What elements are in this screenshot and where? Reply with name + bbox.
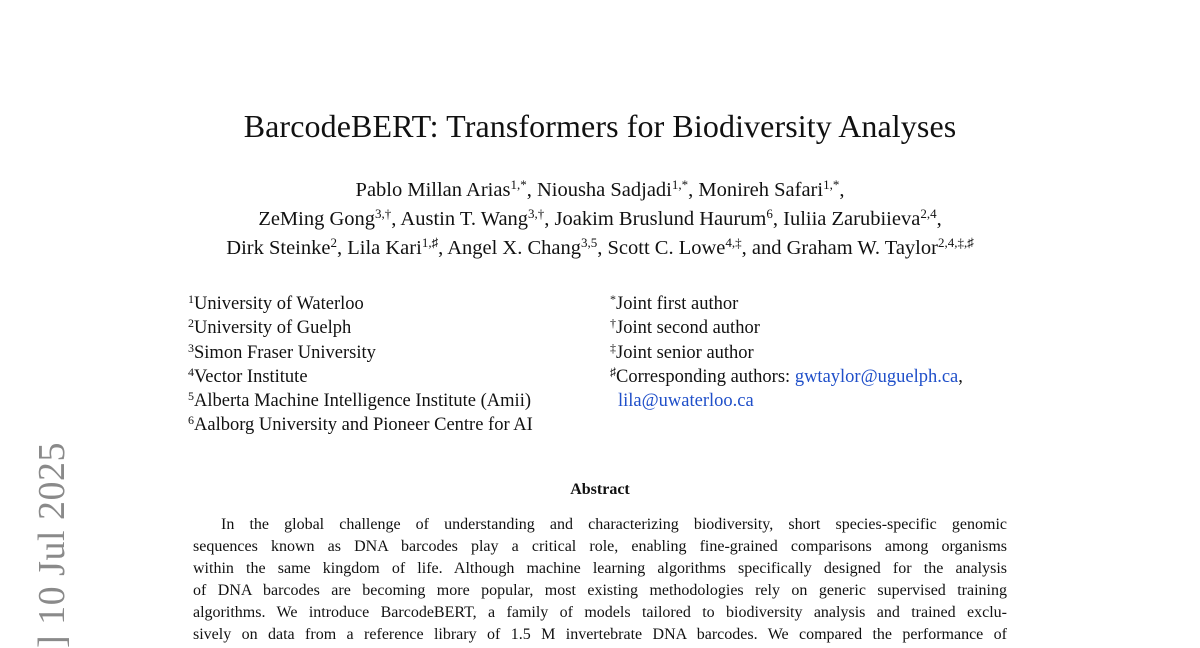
separator: , [839, 179, 845, 201]
affiliation-name: Vector Institute [194, 366, 308, 387]
author-sup: 3,† [375, 206, 392, 221]
separator: , [544, 208, 555, 230]
affiliation-name: Aalborg University and Pioneer Centre for AI [194, 415, 533, 436]
author-name: Monireh Safari [698, 179, 824, 201]
author-name: Pablo Millan Arias [355, 179, 511, 201]
affiliation-number: 4 [188, 364, 194, 379]
note-corresponding-cont [610, 389, 963, 413]
author-name: Joakim Bruslund Haurum [554, 208, 767, 230]
author-name: ZeMing Gong [258, 208, 376, 230]
note-joint-second [610, 316, 963, 340]
paper-title: BarcodeBERT: Transformers for Biodiversity Analyses [243, 108, 957, 144]
email-link-lila[interactable]: lila@uwaterloo.ca [618, 391, 754, 412]
note-mark: † [610, 316, 616, 331]
separator: , and [741, 237, 787, 259]
affiliation-item [188, 341, 533, 365]
abstract-line: sequences known as DNA barcodes play a critical role, enabling fine-grained comparisons among organisms [193, 538, 1007, 555]
affiliation-item [188, 316, 533, 340]
abstract-line: within the same kingdom of life. Although machine learning algorithms specifically designed for the analysis [193, 560, 1007, 577]
separator: , [438, 237, 448, 259]
author-sup: 1,* [510, 177, 527, 192]
affiliation-name: University of Guelph [194, 318, 352, 339]
affiliation-number: 3 [188, 340, 194, 355]
note-text: Joint senior author [616, 342, 754, 363]
author-sup: 3,5 [581, 235, 598, 250]
author-sup: 1,♯ [421, 235, 439, 250]
note-mark: ♯ [610, 364, 616, 379]
arxiv-side-stamp: ] 10 Jul 2025 [31, 442, 73, 648]
separator: , [936, 208, 942, 230]
separator: , [958, 366, 963, 387]
abstract-line: In the global challenge of understanding and characterizing biodiversity, short species-specific genomic [221, 516, 1007, 533]
affiliation-item [188, 365, 533, 389]
author-sup: 3,† [528, 206, 545, 221]
separator: , [391, 208, 401, 230]
author-sup: 6 [766, 206, 773, 221]
abstract-line: of DNA barcodes are becoming more popular, most existing methodologies rely on generic supervised training [193, 582, 1007, 599]
affiliation-list [188, 292, 533, 438]
affiliation-number: 6 [188, 413, 194, 428]
separator: , [336, 237, 348, 259]
affiliation-name: Simon Fraser University [194, 342, 376, 363]
note-text: Corresponding authors: [616, 366, 795, 387]
note-text: Joint first author [616, 294, 739, 314]
author-sup: 2,4,‡,♯ [937, 235, 974, 250]
author-name: Austin T. Wang [400, 208, 529, 230]
separator: , [597, 237, 608, 259]
author-name: Graham W. Taylor [786, 237, 938, 259]
affiliation-item [188, 292, 533, 316]
author-sup: 2,4 [920, 206, 937, 221]
author-name: Iuliia Zarubiieva [783, 208, 921, 230]
note-joint-first [610, 292, 963, 316]
affiliation-item [188, 389, 533, 413]
author-list [0, 176, 1200, 263]
author-name: Scott C. Lowe [607, 237, 726, 259]
abstract-line: sively on data from a reference library of 1.5 M invertebrate DNA barcodes. We compared the performance of [193, 626, 1007, 643]
affiliation-number: 1 [188, 292, 194, 306]
separator: , [772, 208, 784, 230]
author-sup: 4,‡ [725, 235, 742, 250]
separator: , [526, 179, 537, 201]
affiliation-name: University of Waterloo [194, 294, 364, 314]
note-corresponding [610, 365, 963, 389]
author-name: Lila Kari [347, 237, 422, 259]
note-mark: * [610, 292, 616, 306]
author-sup: 2 [330, 235, 337, 250]
note-text: Joint second author [616, 318, 760, 339]
abstract-body [193, 514, 1007, 646]
affiliation-item [188, 413, 533, 437]
author-name: Dirk Steinke [226, 237, 331, 259]
separator: , [688, 179, 699, 201]
author-name: Niousha Sadjadi [536, 179, 672, 201]
author-notes [610, 292, 963, 413]
note-joint-senior [610, 341, 963, 365]
author-line-3 [0, 234, 1200, 263]
affiliation-number: 5 [188, 389, 194, 404]
abstract-line: algorithms. We introduce BarcodeBERT, a family of models tailored to biodiversity analysis and trained exclu- [193, 604, 1007, 621]
note-mark: ‡ [610, 340, 616, 355]
author-line-1 [0, 176, 1200, 205]
author-line-2 [0, 205, 1200, 234]
author-sup: 1,* [823, 177, 840, 192]
abstract-heading: Abstract [570, 481, 630, 498]
author-name: Angel X. Chang [447, 237, 581, 259]
affiliation-name: Alberta Machine Intelligence Institute (Amii) [194, 391, 531, 412]
author-sup: 1,* [671, 177, 689, 192]
affiliation-number: 2 [188, 316, 194, 331]
email-link-gwtaylor[interactable]: gwtaylor@uguelph.ca [794, 366, 959, 387]
